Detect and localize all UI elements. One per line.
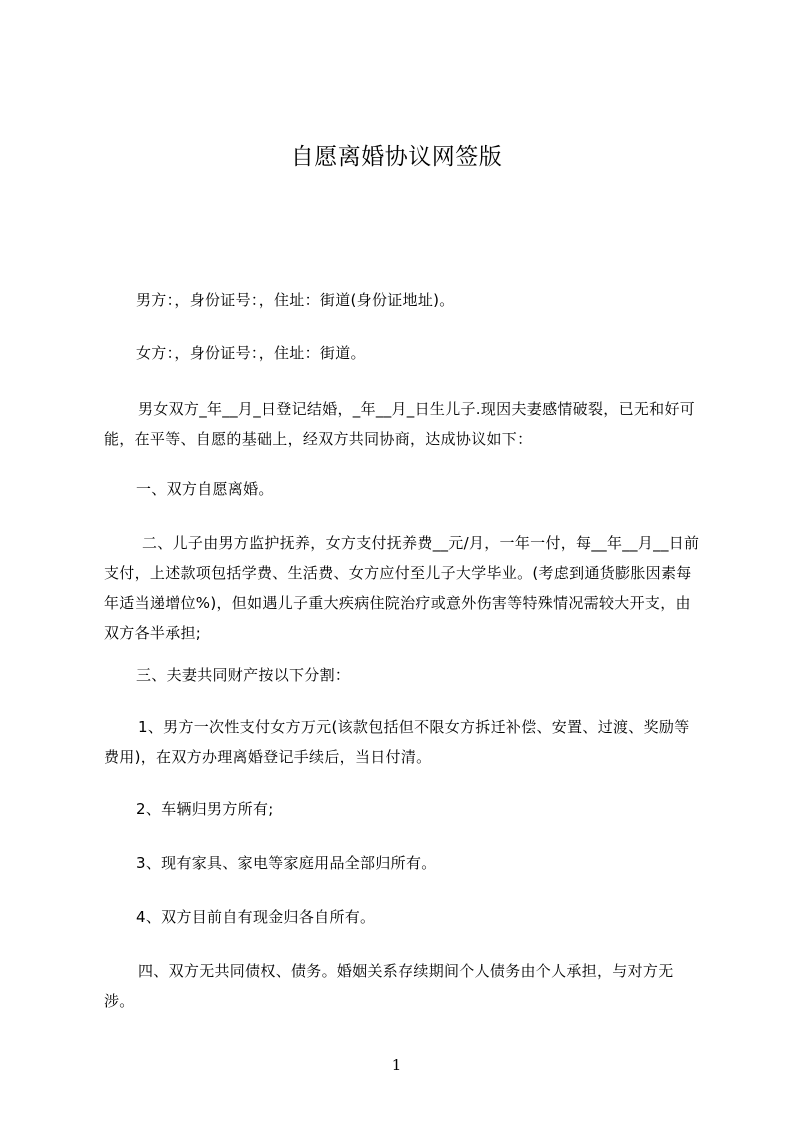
paragraph-female-party: 女方：，身份证号：，住址：街道。 [136, 344, 366, 362]
clause-2-custody: 二、儿子由男方监护抚养，女方支付抚养费__元/月，一年一付，每__年__月__日前支付，上述款项包括学费、生活费、女方应付至儿子大学毕业。(考虑到通货膨胀因素每年适当递增位%)，但如遇儿子重大疾病住院治疗或意外伤害等特殊情况需较大开支，由双方各半承担; [104, 534, 700, 642]
document-title: 自愿离婚协议网签版 [290, 144, 503, 170]
paragraph-marriage-info: 男女双方_年__月_日登记结婚，_年__月_日生儿子.现因夫妻感情破裂，已无和好可能，在平等、自愿的基础上，经双方共同协商，达成协议如下： [104, 400, 696, 448]
clause-4-debts: 四、双方无共同债权、债务。婚姻关系存续期间个人债务由个人承担，与对方无涉。 [104, 962, 674, 1010]
clause-1-divorce: 一、双方自愿离婚。 [136, 480, 274, 498]
clause-3-item-3: 3、现有家具、家电等家庭用品全部归所有。 [136, 854, 437, 872]
paragraph-male-party: 男方：，身份证号：，住址：街道(身份证地址)。 [136, 291, 455, 309]
clause-3-item-4: 4、双方目前自有现金归各自所有。 [136, 908, 376, 926]
page-number: 1 [391, 1056, 402, 1074]
clause-3-item-1: 1、男方一次性支付女方万元(该款包括但不限女方拆迁补偿、安置、过渡、奖励等费用)，在双方办理离婚登记手续后，当日付清。 [104, 718, 690, 766]
clause-3-property-heading: 三、夫妻共同财产按以下分割： [136, 666, 351, 684]
clause-3-item-2: 2、车辆归男方所有; [136, 800, 274, 818]
